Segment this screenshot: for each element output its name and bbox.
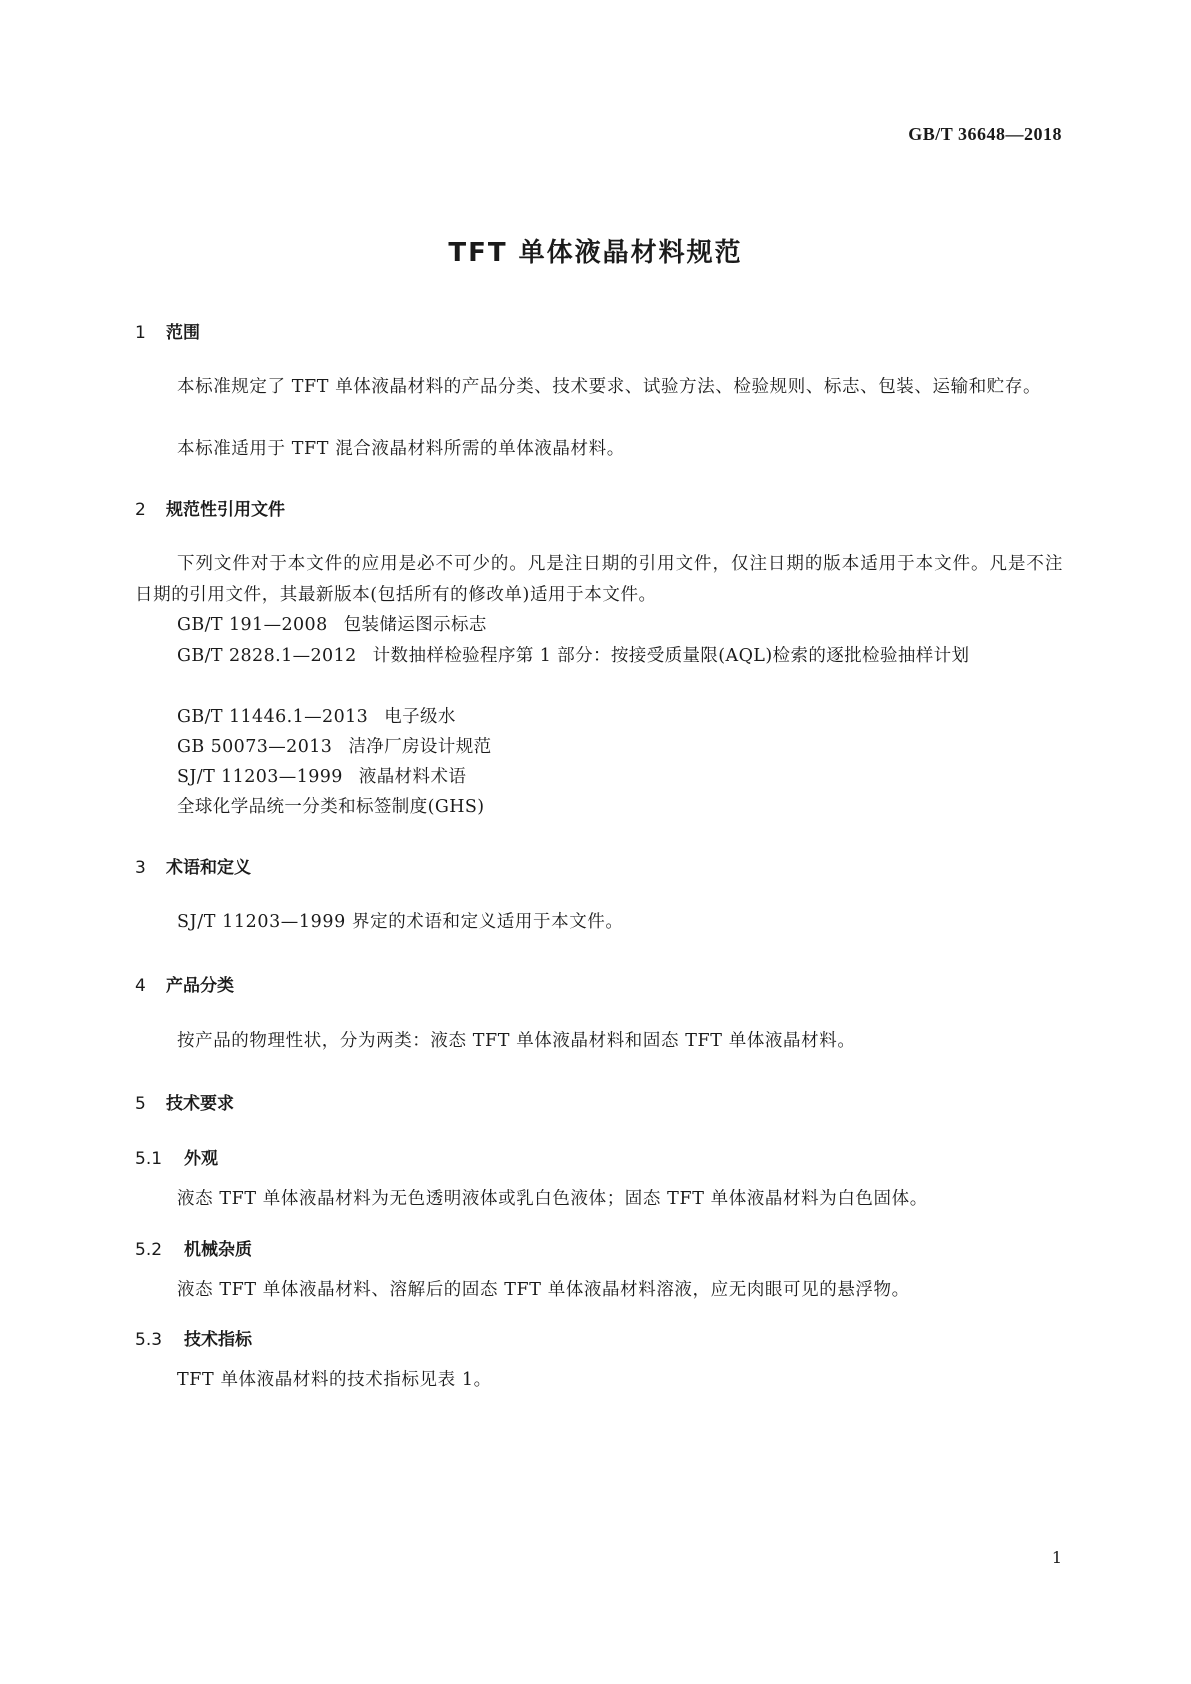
reference-item: [135, 610, 1063, 641]
section-3-paragraph-1: SJ/T 11203—1999 界定的术语和定义适用于本文件。: [177, 912, 624, 932]
reference-title: 全球化学品统一分类和标签制度(GHS): [177, 797, 485, 817]
reference-item: [135, 732, 1063, 763]
section-5-2-paragraph-1: 液态 TFT 单体液晶材料、溶解后的固态 TFT 单体液晶材料溶液，应无肉眼可见的悬浮物。: [177, 1280, 910, 1300]
section-2-paragraph-1: 下列文件对于本文件的应用是必不可少的。凡是注日期的引用文件，仅注日期的版本适用于本文件。凡是不注日期的引用文件，其最新版本(包括所有的修改单)适用于本文件。: [135, 554, 1063, 605]
reference-item: [135, 762, 1063, 793]
reference-code: SJ/T 11203—1999: [177, 767, 343, 787]
section-5-3-paragraph-1: TFT 单体液晶材料的技术指标见表 1。: [177, 1370, 492, 1390]
section-5-heading: [135, 1089, 234, 1114]
section-title: 产品分类: [166, 976, 234, 996]
section-5-1-paragraph-1: 液态 TFT 单体液晶材料为无色透明液体或乳白色液体；固态 TFT 单体液晶材料为白色固体。: [177, 1189, 928, 1209]
section-number: 4: [135, 976, 146, 996]
page-number: 1: [1051, 1548, 1062, 1567]
reference-code: GB/T 2828.1—2012: [177, 646, 357, 666]
section-5-1-heading: [135, 1144, 218, 1169]
section-4-paragraph-1: 按产品的物理性状，分为两类：液态 TFT 单体液晶材料和固态 TFT 单体液晶材料。: [177, 1031, 856, 1051]
section-3-heading: [135, 853, 251, 878]
section-1-paragraph-1: 本标准规定了 TFT 单体液晶材料的产品分类、技术要求、试验方法、检验规则、标志、包装、运输和贮存。: [177, 377, 1042, 397]
section-number: 5.1: [135, 1149, 163, 1169]
section-title: 技术指标: [184, 1330, 252, 1350]
section-title: 规范性引用文件: [166, 500, 285, 520]
section-5-3-heading: [135, 1325, 252, 1350]
section-number: 2: [135, 500, 146, 520]
reference-title: 计数抽样检验程序第 1 部分：按接受质量限(AQL)检索的逐批检验抽样计划: [372, 646, 970, 666]
reference-title: 电子级水: [384, 707, 456, 727]
reference-code: GB 50073—2013: [177, 737, 333, 757]
section-number: 5.3: [135, 1330, 163, 1350]
section-number: 5: [135, 1094, 146, 1114]
section-2-heading: [135, 495, 285, 520]
reference-title: 包装储运图示标志: [343, 615, 487, 635]
section-5-2-heading: [135, 1235, 252, 1260]
section-1-paragraph-2: 本标准适用于 TFT 混合液晶材料所需的单体液晶材料。: [177, 439, 625, 459]
reference-item: [135, 792, 1063, 823]
section-title: 技术要求: [166, 1094, 234, 1114]
section-number: 5.2: [135, 1240, 163, 1260]
section-number: 3: [135, 858, 146, 878]
reference-item: [135, 641, 1063, 672]
reference-title: 液晶材料术语: [358, 767, 467, 787]
section-1-heading: [135, 318, 200, 343]
standard-number: GB/T 36648—2018: [908, 124, 1062, 144]
reference-item: [135, 702, 1063, 733]
section-title: 机械杂质: [184, 1240, 252, 1260]
section-title: 范围: [166, 323, 200, 343]
reference-title: 洁净厂房设计规范: [348, 737, 492, 757]
section-number: 1: [135, 323, 146, 343]
section-title: 术语和定义: [166, 858, 251, 878]
reference-code: GB/T 11446.1—2013: [177, 707, 369, 727]
reference-code: GB/T 191—2008: [177, 615, 328, 635]
section-title: 外观: [184, 1149, 218, 1169]
document-title: TFT 单体液晶材料规范: [448, 238, 743, 268]
section-4-heading: [135, 971, 234, 996]
